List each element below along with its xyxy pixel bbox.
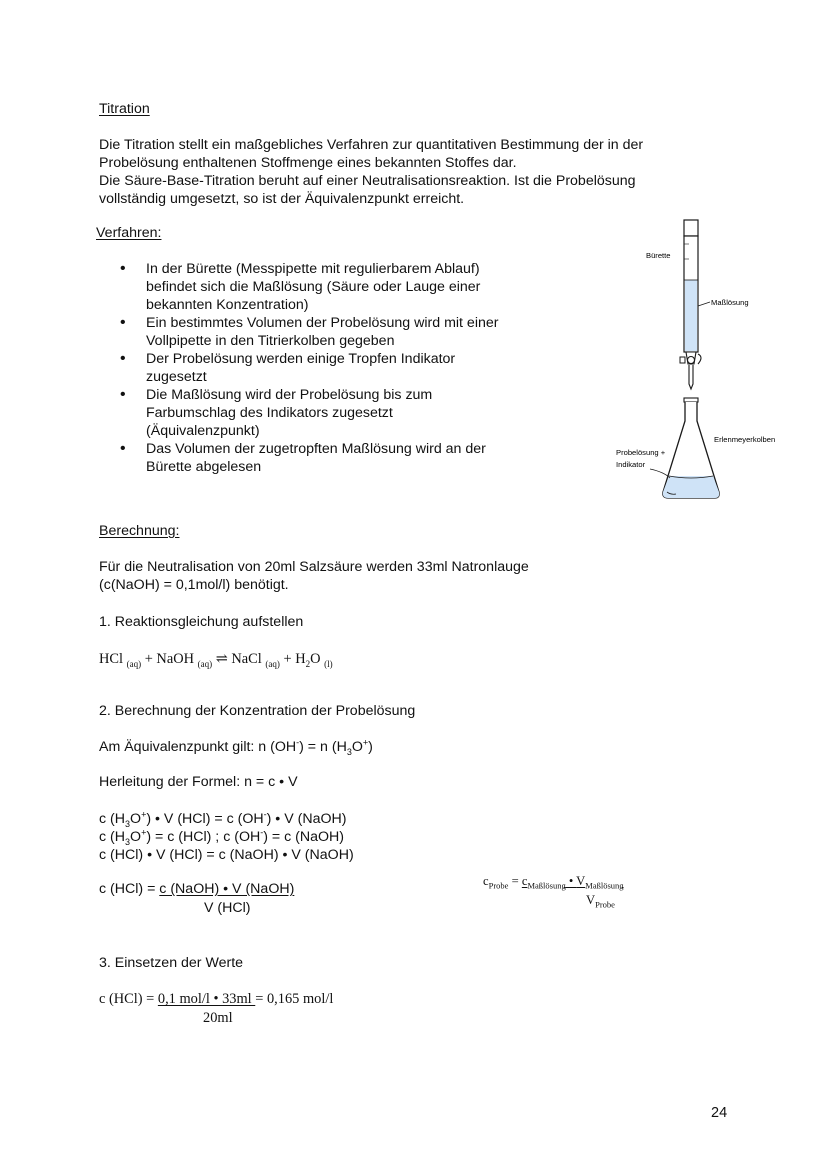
- list-item: [120, 386, 550, 440]
- intro-paragraph: [99, 136, 719, 208]
- text: c: [521, 874, 528, 888]
- subscript: 2: [305, 658, 311, 669]
- burette-liquid: [685, 280, 697, 351]
- text: ) • V (HCl) = c (OH: [146, 811, 264, 827]
- subscript: Probe: [488, 880, 509, 891]
- text: V: [586, 893, 596, 907]
- derivation-line: [99, 810, 354, 828]
- text: •: [565, 874, 577, 888]
- list-item: [120, 314, 550, 350]
- formula-naoh: + NaOH: [144, 651, 194, 667]
- step-2-heading: 2. Berechnung der Konzentration der Probelösung: [99, 703, 416, 719]
- intro-line: vollständig umgesetzt, so ist der Äquivalenzpunkt erreicht.: [99, 191, 465, 207]
- procedure-list: [120, 260, 550, 476]
- subscript: Maßlösung: [527, 880, 566, 891]
- equivalence-statement: [99, 738, 373, 756]
- subscript: Probe: [595, 899, 615, 910]
- state-aq: (aq): [126, 658, 142, 669]
- list-item-line: • Ein bestimmtes Volumen der Probelösung wird mit einer: [146, 315, 499, 331]
- calc-numerator: 0,1 mol/l • 33ml: [157, 991, 256, 1007]
- intro-line: Die Säure-Base-Titration beruht auf einer Neutralisationsreaktion. Ist die Probelösung: [99, 173, 636, 189]
- subscript: Maßlösung: [585, 880, 624, 891]
- superscript: +: [141, 827, 147, 838]
- superscript: -: [296, 737, 300, 748]
- task-text: [99, 558, 529, 594]
- calc-lhs: c (HCl) =: [99, 991, 158, 1007]
- list-item-line: bekannten Konzentration): [146, 297, 309, 313]
- burette-top: [684, 220, 698, 236]
- text: V: [576, 874, 586, 888]
- calc-result: = 0,165 mol/l: [255, 991, 334, 1007]
- state-aq: (aq): [197, 658, 213, 669]
- page-number: 24: [711, 1105, 728, 1121]
- calculation: [99, 990, 333, 1008]
- task-line: Für die Neutralisation von 20ml Salzsäure werden 33ml Natronlauge: [99, 559, 529, 575]
- text: ) = c (HCl) ; c (OH: [146, 829, 261, 845]
- state-l: (l): [324, 658, 333, 669]
- derivation-block: [99, 810, 354, 864]
- list-item-line: • Die Maßlösung wird der Probelösung bis zum: [146, 387, 433, 403]
- text: ) = c (NaOH): [263, 829, 345, 845]
- list-item-line: • Das Volumen der zugetropften Maßlösung wird an der: [146, 441, 486, 457]
- text: O: [130, 811, 142, 827]
- probe-label: Probelösung +: [616, 448, 666, 457]
- superscript: -: [263, 809, 267, 820]
- berechnung-heading: Berechnung:: [99, 523, 180, 539]
- verfahren-heading: Verfahren:: [96, 225, 162, 241]
- text: ) • V (NaOH): [266, 811, 347, 827]
- superscript: +: [141, 809, 147, 820]
- text: =: [508, 874, 522, 888]
- list-item-line: Farbumschlag des Indikators zugesetzt: [146, 405, 393, 421]
- formula-derivation-heading: Herleitung der Formel: n = c • V: [99, 774, 298, 790]
- formula-hcl: HCl: [99, 651, 123, 667]
- general-formula-denominator: [586, 893, 615, 908]
- subscript: 3: [125, 818, 131, 829]
- step-1-heading: 1. Reaktionsgleichung aufstellen: [99, 614, 304, 630]
- list-item: [120, 350, 550, 386]
- probe-label: Indikator: [616, 460, 646, 469]
- burette-tip: [689, 365, 693, 389]
- subscript: 3: [346, 746, 352, 757]
- derivation-line: c (HCl) • V (HCl) = c (NaOH) • V (NaOH): [99, 847, 354, 863]
- concentration-formula: [99, 880, 294, 898]
- massloesung-label: Maßlösung: [711, 298, 749, 307]
- list-item-line: zugesetzt: [146, 369, 207, 385]
- formula-denominator: V (HCl): [204, 900, 251, 916]
- formula-numerator: c (NaOH) • V (NaOH): [159, 881, 295, 897]
- list-item-line: • In der Bürette (Messpipette mit regulierbarem Ablauf): [146, 261, 480, 277]
- calc-denominator: 20ml: [203, 1010, 233, 1026]
- step-3-heading: 3. Einsetzen der Werte: [99, 955, 244, 971]
- text: O: [130, 829, 142, 845]
- intro-line: Die Titration stellt ein maßgebliches Verfahren zur quantitativen Bestimmung der in der: [99, 137, 644, 153]
- list-item: [120, 260, 550, 314]
- list-item-line: Vollpipette in den Titrierkolben gegeben: [146, 333, 395, 349]
- intro-line: Probelösung enthaltenen Stoffmenge eines bekannten Stoffes dar.: [99, 155, 517, 171]
- flask-rim: [684, 398, 698, 402]
- reaction-equation: [99, 650, 333, 668]
- burette-label: Bürette: [646, 251, 671, 260]
- task-line: (c(NaOH) = 0,1mol/l) benötigt.: [99, 577, 289, 593]
- text: c (H: [99, 811, 126, 827]
- general-formula: [483, 874, 624, 889]
- text: ) = n (H: [299, 739, 347, 755]
- list-item-line: • Der Probelösung werden einige Tropfen Indikator: [146, 351, 456, 367]
- titration-illustration: [600, 214, 800, 506]
- equilibrium-arrow: ⇌: [215, 651, 228, 667]
- list-item: [120, 440, 550, 476]
- list-item-line: (Äquivalenzpunkt): [146, 423, 260, 439]
- text: O: [351, 739, 363, 755]
- list-item-line: befindet sich die Maßlösung (Säure oder Lauge einer: [146, 279, 481, 295]
- text: ): [368, 739, 373, 755]
- text: c (H: [99, 829, 126, 845]
- derivation-line: [99, 828, 354, 846]
- superscript: +: [362, 737, 369, 748]
- text: Am Äquivalenzpunkt gilt: n (OH: [99, 739, 297, 755]
- text: c: [483, 874, 489, 888]
- subscript: 3: [125, 836, 131, 847]
- formula-h2o: + H: [283, 651, 306, 667]
- flask-liquid: [663, 476, 719, 498]
- formula-o: O: [310, 651, 321, 667]
- formula-nacl: NaCl: [231, 651, 262, 667]
- state-aq: (aq): [265, 658, 280, 669]
- list-item-line: Bürette abgelesen: [146, 459, 262, 475]
- formula-lhs: c (HCl) =: [99, 881, 160, 897]
- superscript: -: [260, 827, 264, 838]
- page-title: Titration: [99, 101, 150, 117]
- erlenmeyer-label: Erlenmeyerkolben: [714, 435, 776, 444]
